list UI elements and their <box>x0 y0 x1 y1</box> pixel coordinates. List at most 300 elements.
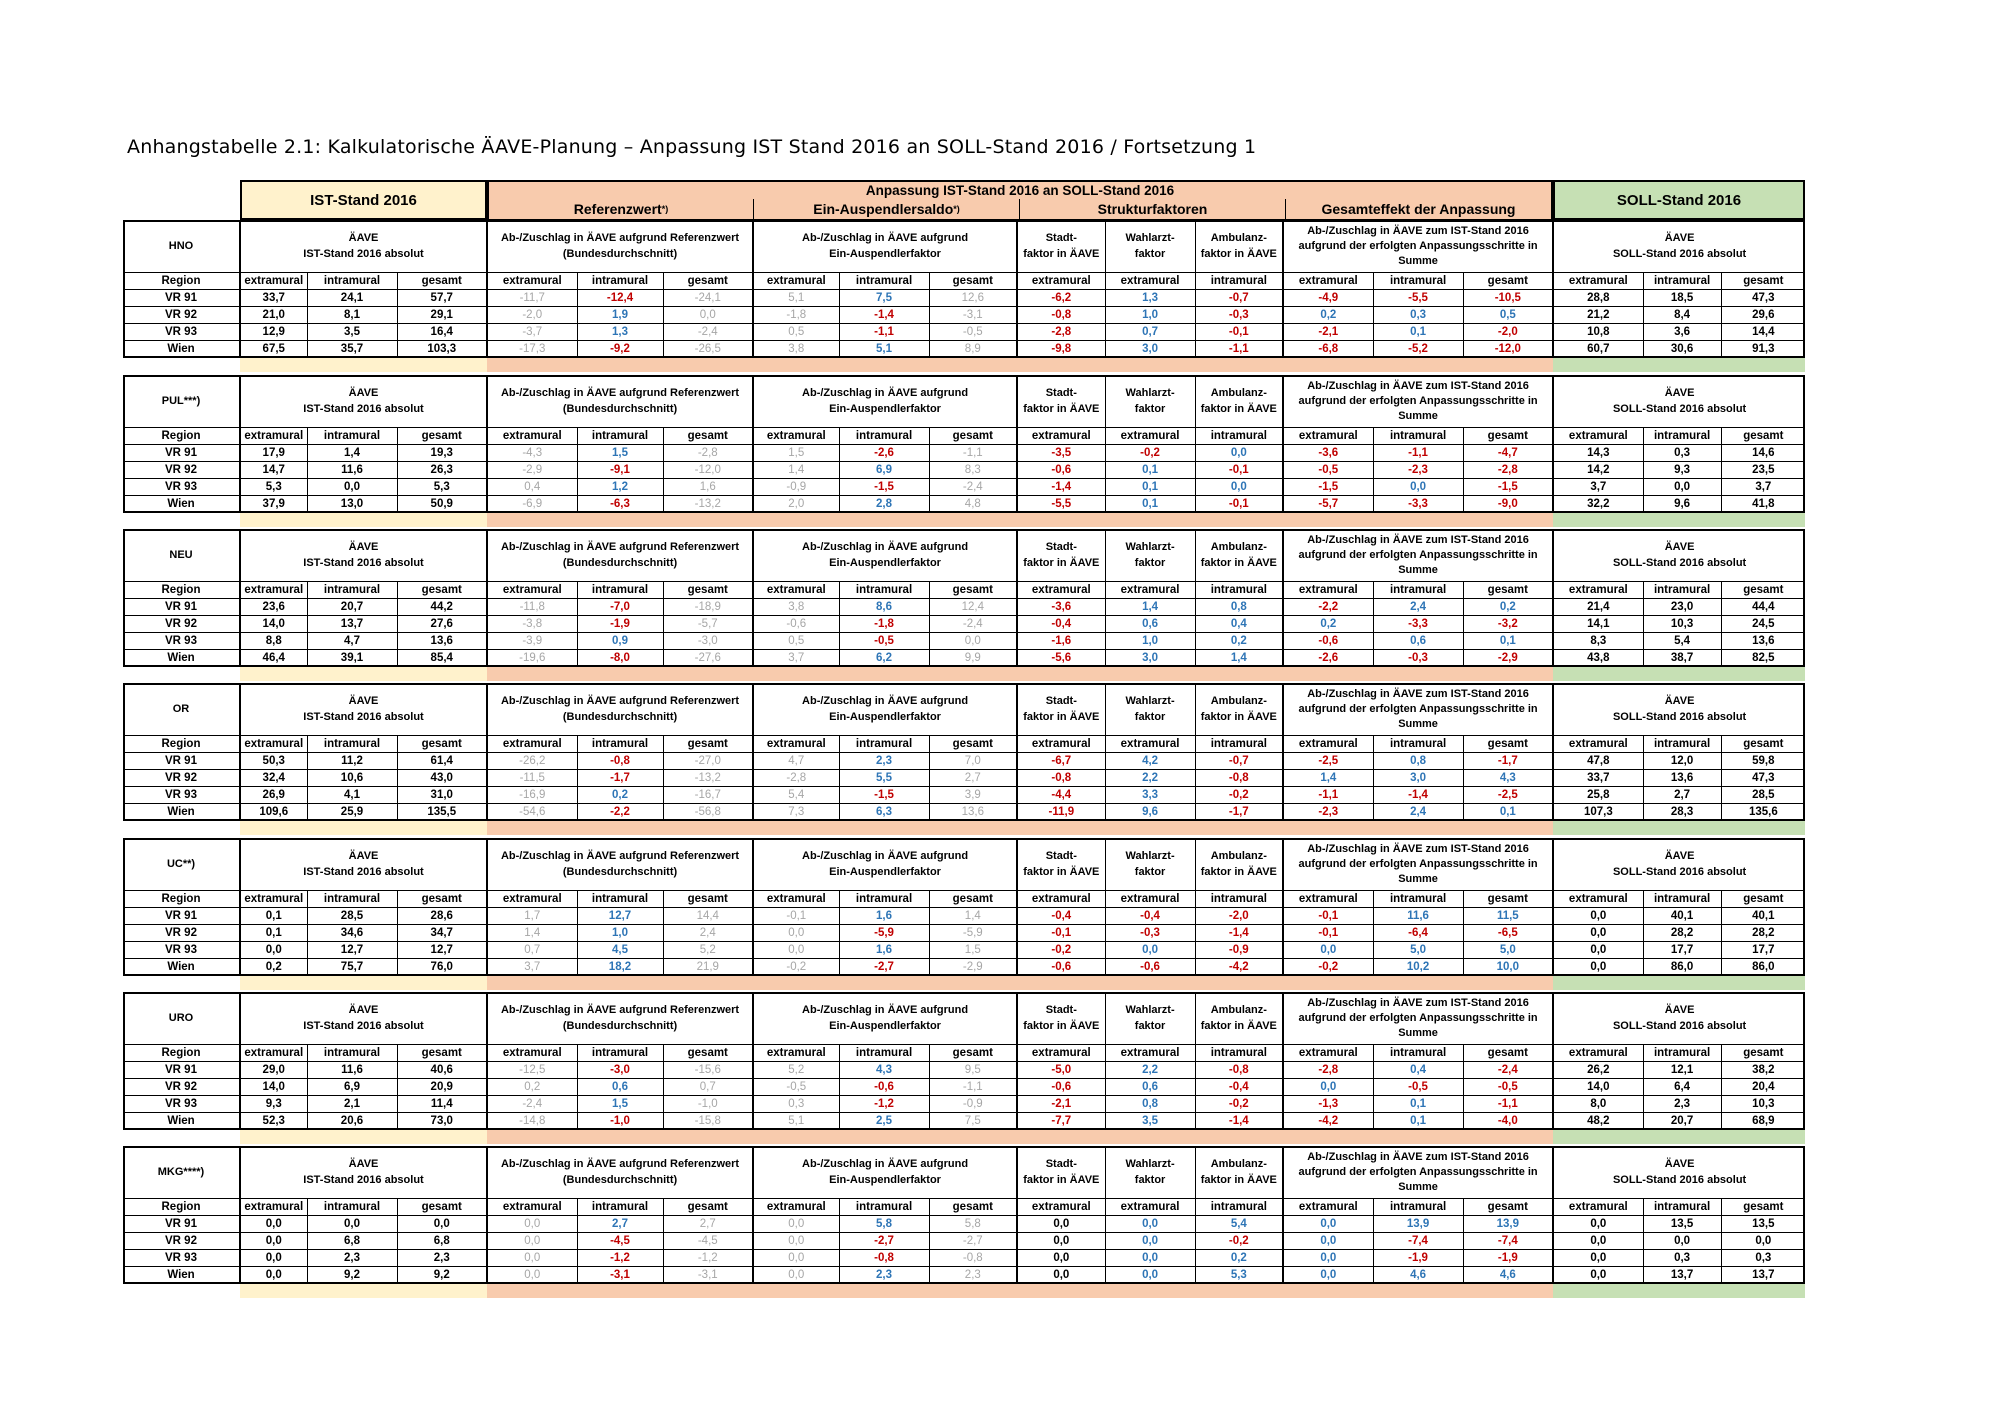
value-cell: 3,8 <box>753 341 839 358</box>
value-cell: 6,2 <box>839 650 929 667</box>
region-header: Region <box>123 273 240 290</box>
value-cell: 13,5 <box>1643 1216 1721 1233</box>
stadt-label <box>1017 683 1105 736</box>
value-cell: 1,4 <box>753 462 839 479</box>
ges-label: Ab-/Zuschlag in ÄAVE zum IST-Stand 2016 aufgrund der erfolgten Anpassungsschritte in Summe <box>1283 220 1553 273</box>
column-header-intramural: intramural <box>839 582 929 599</box>
value-cell: 10,6 <box>307 770 397 787</box>
region-cell: VR 92 <box>123 307 240 324</box>
value-cell: -27,6 <box>663 650 753 667</box>
value-cell: -3,8 <box>487 616 577 633</box>
value-cell: -4,2 <box>1283 1113 1373 1130</box>
value-cell: 2,7 <box>929 770 1017 787</box>
value-cell: -0,8 <box>1017 307 1105 324</box>
value-cell: 0,2 <box>1195 633 1283 650</box>
value-cell: 14,0 <box>240 616 307 633</box>
value-cell: -0,4 <box>1017 908 1105 925</box>
value-cell: -0,8 <box>577 753 663 770</box>
column-header-extramural: extramural <box>1283 582 1373 599</box>
value-cell: 14,2 <box>1553 462 1643 479</box>
ges-label: Ab-/Zuschlag in ÄAVE zum IST-Stand 2016 aufgrund der erfolgten Anpassungsschritte in Summe <box>1283 529 1553 582</box>
group-name: UC**) <box>166 858 196 870</box>
section-band-anp <box>487 667 1553 681</box>
amb-label-l2: faktor in ÄAVE <box>1200 403 1277 415</box>
header-soll-stand: SOLL-Stand 2016 <box>1553 180 1805 220</box>
amb-label <box>1195 220 1283 273</box>
value-cell: 12,0 <box>1643 753 1721 770</box>
value-cell: 8,9 <box>929 341 1017 358</box>
value-cell: 12,1 <box>1643 1062 1721 1079</box>
value-cell: 29,6 <box>1721 307 1805 324</box>
value-cell: 1,0 <box>1105 633 1195 650</box>
value-cell: 0,0 <box>1553 1216 1643 1233</box>
amb-label-l1: Ambulanz- <box>1210 541 1267 553</box>
value-cell: 13,0 <box>307 496 397 513</box>
stadt-label-l1: Stadt- <box>1045 1004 1077 1016</box>
table-row <box>123 753 1895 770</box>
value-cell: 6,3 <box>839 804 929 821</box>
value-cell: 1,5 <box>577 1096 663 1113</box>
ist-label-l2: IST-Stand 2016 absolut <box>303 1174 424 1186</box>
header-referenzwert <box>487 199 753 220</box>
soll-label-l2: SOLL-Stand 2016 absolut <box>1612 248 1747 260</box>
column-header-extramural: extramural <box>753 273 839 290</box>
value-cell: 3,7 <box>487 959 577 976</box>
amb-label <box>1195 838 1283 891</box>
value-cell: 23,0 <box>1643 599 1721 616</box>
column-header-intramural: intramural <box>1643 273 1721 290</box>
value-cell: 0,0 <box>1017 1250 1105 1267</box>
value-cell: -2,8 <box>753 770 839 787</box>
column-header-intramural: intramural <box>1195 1045 1283 1062</box>
value-cell: -0,7 <box>1195 290 1283 307</box>
value-cell: 3,5 <box>1105 1113 1195 1130</box>
value-cell: 5,4 <box>1643 633 1721 650</box>
column-header-gesamt: gesamt <box>663 1045 753 1062</box>
value-cell: 2,3 <box>839 753 929 770</box>
value-cell: 1,4 <box>929 908 1017 925</box>
value-cell: -3,6 <box>1283 445 1373 462</box>
value-cell: -0,2 <box>1283 959 1373 976</box>
value-cell: 25,9 <box>307 804 397 821</box>
ein-label-l2: Ein-Auspendlerfaktor <box>829 1174 941 1186</box>
table-row <box>123 942 1895 959</box>
value-cell: 0,3 <box>1373 307 1463 324</box>
stadt-label <box>1017 992 1105 1045</box>
value-cell: 0,0 <box>1283 1267 1373 1284</box>
value-cell: 0,6 <box>1373 633 1463 650</box>
value-cell: -0,6 <box>1017 462 1105 479</box>
region-cell: VR 93 <box>123 324 240 341</box>
ein-label-l1: Ab-/Zuschlag in ÄAVE aufgrund <box>802 695 969 707</box>
table-row <box>123 616 1895 633</box>
value-cell: -1,2 <box>839 1096 929 1113</box>
value-cell: 0,6 <box>1105 1079 1195 1096</box>
value-cell: 0,0 <box>1643 1233 1721 1250</box>
value-cell: 4,1 <box>307 787 397 804</box>
value-cell: 5,8 <box>929 1216 1017 1233</box>
region-cell: VR 92 <box>123 462 240 479</box>
value-cell: 12,7 <box>307 942 397 959</box>
soll-label <box>1553 220 1805 273</box>
soll-label-l2: SOLL-Stand 2016 absolut <box>1612 866 1747 878</box>
column-header-extramural: extramural <box>1105 891 1195 908</box>
value-cell: -2,5 <box>1283 753 1373 770</box>
value-cell: 2,0 <box>753 496 839 513</box>
value-cell: 0,0 <box>753 1233 839 1250</box>
value-cell: -3,2 <box>1463 616 1553 633</box>
region-cell: Wien <box>123 1113 240 1130</box>
value-cell: 1,4 <box>1195 650 1283 667</box>
header-ist-stand: IST-Stand 2016 <box>240 180 487 220</box>
value-cell: 76,0 <box>397 959 487 976</box>
ref-label-l2: (Bundesdurchschnitt) <box>562 403 678 415</box>
column-header-extramural: extramural <box>1017 1199 1105 1216</box>
value-cell: 0,0 <box>1553 908 1643 925</box>
ein-label-l1: Ab-/Zuschlag in ÄAVE aufgrund <box>802 387 969 399</box>
value-cell: -6,7 <box>1017 753 1105 770</box>
ist-label-l2: IST-Stand 2016 absolut <box>303 1020 424 1032</box>
value-cell: 34,6 <box>307 925 397 942</box>
soll-label-l1: ÄAVE <box>1664 232 1695 244</box>
value-cell: 0,1 <box>1463 804 1553 821</box>
value-cell: 0,7 <box>487 942 577 959</box>
value-cell: 0,0 <box>240 1250 307 1267</box>
value-cell: 10,3 <box>1721 1096 1805 1113</box>
ist-label-l2: IST-Stand 2016 absolut <box>303 557 424 569</box>
value-cell: 10,3 <box>1643 616 1721 633</box>
value-cell: 13,9 <box>1463 1216 1553 1233</box>
header-anpassung: Anpassung IST-Stand 2016 an SOLL-Stand 2016 <box>487 180 1553 199</box>
value-cell: -0,6 <box>1283 633 1373 650</box>
value-cell: -9,1 <box>577 462 663 479</box>
column-header-gesamt: gesamt <box>1721 891 1805 908</box>
column-header-intramural: intramural <box>1373 736 1463 753</box>
value-cell: -1,8 <box>753 307 839 324</box>
amb-label <box>1195 992 1283 1045</box>
value-cell: 2,1 <box>307 1096 397 1113</box>
value-cell: -8,0 <box>577 650 663 667</box>
value-cell: 14,1 <box>1553 616 1643 633</box>
value-cell: 18,5 <box>1643 290 1721 307</box>
value-cell: 9,6 <box>1643 496 1721 513</box>
value-cell: -3,7 <box>487 324 577 341</box>
value-cell: 5,3 <box>240 479 307 496</box>
region-cell: VR 92 <box>123 1079 240 1096</box>
amb-label-l1: Ambulanz- <box>1210 387 1267 399</box>
value-cell: -0,2 <box>1105 445 1195 462</box>
value-cell: -17,3 <box>487 341 577 358</box>
column-header-extramural: extramural <box>487 428 577 445</box>
table-row <box>123 496 1895 513</box>
value-cell: 109,6 <box>240 804 307 821</box>
value-cell: 3,7 <box>753 650 839 667</box>
value-cell: 0,2 <box>240 959 307 976</box>
value-cell: 8,6 <box>839 599 929 616</box>
ref-label-l1: Ab-/Zuschlag in ÄAVE aufgrund Referenzwert <box>500 1158 740 1170</box>
value-cell: 9,2 <box>307 1267 397 1284</box>
region-cell: VR 91 <box>123 753 240 770</box>
section-band-soll <box>1553 1130 1805 1144</box>
value-cell: -2,7 <box>839 959 929 976</box>
value-cell: 40,6 <box>397 1062 487 1079</box>
column-header-gesamt: gesamt <box>397 891 487 908</box>
value-cell: 27,6 <box>397 616 487 633</box>
column-header-intramural: intramural <box>1373 273 1463 290</box>
value-cell: 12,9 <box>240 324 307 341</box>
column-header-extramural: extramural <box>1105 273 1195 290</box>
value-cell: -0,5 <box>1373 1079 1463 1096</box>
value-cell: 3,6 <box>1643 324 1721 341</box>
value-cell: 3,0 <box>1373 770 1463 787</box>
value-cell: 0,1 <box>240 925 307 942</box>
column-header-intramural: intramural <box>1195 736 1283 753</box>
value-cell: -3,0 <box>663 633 753 650</box>
region-header: Region <box>123 891 240 908</box>
ein-label <box>753 220 1017 273</box>
value-cell: 67,5 <box>240 341 307 358</box>
ges-label: Ab-/Zuschlag in ÄAVE zum IST-Stand 2016 aufgrund der erfolgten Anpassungsschritte in Summe <box>1283 683 1553 736</box>
stadt-label <box>1017 220 1105 273</box>
value-cell: -2,0 <box>487 307 577 324</box>
value-cell: -1,1 <box>1463 1096 1553 1113</box>
value-cell: -2,6 <box>1283 650 1373 667</box>
region-cell: VR 91 <box>123 599 240 616</box>
value-cell: 0,0 <box>1283 1250 1373 1267</box>
value-cell: -1,7 <box>1463 753 1553 770</box>
value-cell: 46,4 <box>240 650 307 667</box>
ein-label-l2: Ein-Auspendlerfaktor <box>829 1020 941 1032</box>
column-header-intramural: intramural <box>307 273 397 290</box>
wahl-label <box>1105 1146 1195 1199</box>
value-cell: 135,5 <box>397 804 487 821</box>
value-cell: 0,6 <box>577 1079 663 1096</box>
table-row <box>123 324 1895 341</box>
region-cell: VR 92 <box>123 925 240 942</box>
value-cell: 0,6 <box>1105 616 1195 633</box>
value-cell: 13,7 <box>1643 1267 1721 1284</box>
value-cell: 8,4 <box>1643 307 1721 324</box>
column-header-extramural: extramural <box>1017 1045 1105 1062</box>
value-cell: 5,0 <box>1463 942 1553 959</box>
column-header-extramural: extramural <box>1553 1199 1643 1216</box>
table-row <box>123 804 1895 821</box>
value-cell: 2,8 <box>839 496 929 513</box>
value-cell: 0,3 <box>1643 445 1721 462</box>
value-cell: -11,8 <box>487 599 577 616</box>
value-cell: -0,6 <box>1017 1079 1105 1096</box>
value-cell: 7,3 <box>753 804 839 821</box>
group-table <box>123 375 1895 512</box>
value-cell: 4,7 <box>307 633 397 650</box>
stadt-label-l2: faktor in ÄAVE <box>1023 403 1100 415</box>
value-cell: 2,3 <box>839 1267 929 1284</box>
value-cell: 13,9 <box>1373 1216 1463 1233</box>
value-cell: 135,6 <box>1721 804 1805 821</box>
column-header-gesamt: gesamt <box>1721 736 1805 753</box>
region-cell: VR 92 <box>123 770 240 787</box>
value-cell: -2,7 <box>929 1233 1017 1250</box>
value-cell: 0,2 <box>577 787 663 804</box>
value-cell: 38,2 <box>1721 1062 1805 1079</box>
value-cell: 21,0 <box>240 307 307 324</box>
value-cell: 33,7 <box>240 290 307 307</box>
column-header-gesamt: gesamt <box>663 1199 753 1216</box>
soll-label <box>1553 683 1805 736</box>
section-band-ist <box>240 1284 487 1298</box>
value-cell: 2,3 <box>1643 1096 1721 1113</box>
value-cell: 43,0 <box>397 770 487 787</box>
group-table <box>123 1146 1895 1283</box>
value-cell: 0,7 <box>663 1079 753 1096</box>
value-cell: 61,4 <box>397 753 487 770</box>
ist-label-l1: ÄAVE <box>348 232 379 244</box>
value-cell: 47,3 <box>1721 290 1805 307</box>
amb-label-l1: Ambulanz- <box>1210 1004 1267 1016</box>
value-cell: 31,0 <box>397 787 487 804</box>
value-cell: -2,4 <box>1463 1062 1553 1079</box>
wahl-label-l1: Wahlarzt- <box>1125 850 1175 862</box>
header-ein-auspendlersaldo <box>753 199 1019 220</box>
value-cell: -5,0 <box>1017 1062 1105 1079</box>
ist-label <box>240 529 487 582</box>
stadt-label <box>1017 529 1105 582</box>
column-header-intramural: intramural <box>1643 1045 1721 1062</box>
group-table <box>123 683 1895 820</box>
column-header-intramural: intramural <box>1643 428 1721 445</box>
value-cell: 1,0 <box>1105 307 1195 324</box>
value-cell: 0,5 <box>753 633 839 650</box>
value-cell: -0,1 <box>1283 925 1373 942</box>
value-cell: 16,4 <box>397 324 487 341</box>
amb-label-l2: faktor in ÄAVE <box>1200 1174 1277 1186</box>
section-band-soll <box>1553 667 1805 681</box>
column-header-intramural: intramural <box>1373 582 1463 599</box>
ref-label <box>487 375 753 428</box>
group-name: URO <box>168 1012 194 1024</box>
value-cell: 0,1 <box>1463 633 1553 650</box>
column-header-intramural: intramural <box>577 736 663 753</box>
value-cell: -1,1 <box>1195 341 1283 358</box>
value-cell: -54,6 <box>487 804 577 821</box>
group-table <box>123 529 1895 666</box>
value-cell: 2,5 <box>839 1113 929 1130</box>
value-cell: -1,0 <box>577 1113 663 1130</box>
column-header-extramural: extramural <box>240 273 307 290</box>
value-cell: -5,9 <box>929 925 1017 942</box>
column-header-extramural: extramural <box>1283 428 1373 445</box>
soll-label-l1: ÄAVE <box>1664 541 1695 553</box>
value-cell: -2,6 <box>839 445 929 462</box>
value-cell: 3,8 <box>753 599 839 616</box>
ref-label <box>487 220 753 273</box>
value-cell: 1,5 <box>929 942 1017 959</box>
value-cell: -0,5 <box>753 1079 839 1096</box>
value-cell: 0,0 <box>1195 445 1283 462</box>
region-header: Region <box>123 1199 240 1216</box>
value-cell: -1,1 <box>1373 445 1463 462</box>
value-cell: -0,4 <box>1017 616 1105 633</box>
column-header-gesamt: gesamt <box>663 273 753 290</box>
value-cell: 0,8 <box>1105 1096 1195 1113</box>
stadt-label-l1: Stadt- <box>1045 850 1077 862</box>
region-cell: VR 91 <box>123 1216 240 1233</box>
column-header-extramural: extramural <box>1105 1199 1195 1216</box>
value-cell: 14,0 <box>1553 1079 1643 1096</box>
value-cell: -0,3 <box>1105 925 1195 942</box>
region-header: Region <box>123 428 240 445</box>
ref-label-l2: (Bundesdurchschnitt) <box>562 248 678 260</box>
value-cell: -3,1 <box>663 1267 753 1284</box>
value-cell: -6,2 <box>1017 290 1105 307</box>
value-cell: 10,0 <box>1463 959 1553 976</box>
value-cell: 25,8 <box>1553 787 1643 804</box>
value-cell: 19,3 <box>397 445 487 462</box>
value-cell: 14,7 <box>240 462 307 479</box>
value-cell: 8,3 <box>929 462 1017 479</box>
value-cell: 0,0 <box>397 1216 487 1233</box>
value-cell: 13,7 <box>307 616 397 633</box>
ein-label-l1: Ab-/Zuschlag in ÄAVE aufgrund <box>802 1004 969 1016</box>
value-cell: 41,8 <box>1721 496 1805 513</box>
value-cell: -1,8 <box>839 616 929 633</box>
header-referenzwert-sup: *) <box>661 204 669 214</box>
value-cell: -4,5 <box>577 1233 663 1250</box>
value-cell: 6,8 <box>397 1233 487 1250</box>
stadt-label-l2: faktor in ÄAVE <box>1023 1020 1100 1032</box>
value-cell: -15,8 <box>663 1113 753 1130</box>
value-cell: 38,7 <box>1643 650 1721 667</box>
value-cell: -0,6 <box>1017 959 1105 976</box>
value-cell: 30,6 <box>1643 341 1721 358</box>
value-cell: -4,9 <box>1283 290 1373 307</box>
value-cell: 9,3 <box>1643 462 1721 479</box>
value-cell: 9,3 <box>240 1096 307 1113</box>
amb-label-l1: Ambulanz- <box>1210 850 1267 862</box>
column-header-extramural: extramural <box>1105 428 1195 445</box>
value-cell: -0,1 <box>753 908 839 925</box>
column-header-intramural: intramural <box>1373 1199 1463 1216</box>
value-cell: -1,2 <box>577 1250 663 1267</box>
value-cell: -7,4 <box>1373 1233 1463 1250</box>
value-cell: -0,5 <box>839 633 929 650</box>
ref-label-l1: Ab-/Zuschlag in ÄAVE aufgrund Referenzwert <box>500 387 740 399</box>
value-cell: 28,3 <box>1643 804 1721 821</box>
ref-label-l1: Ab-/Zuschlag in ÄAVE aufgrund Referenzwert <box>500 850 740 862</box>
value-cell: -0,4 <box>1105 908 1195 925</box>
value-cell: 2,7 <box>663 1216 753 1233</box>
section-band-soll <box>1553 513 1805 527</box>
value-cell: 86,0 <box>1721 959 1805 976</box>
value-cell: 2,7 <box>577 1216 663 1233</box>
value-cell: -2,4 <box>487 1096 577 1113</box>
column-header-gesamt: gesamt <box>663 891 753 908</box>
column-header-intramural: intramural <box>307 1199 397 1216</box>
group-name: OR <box>172 703 190 715</box>
value-cell: 0,0 <box>753 1267 839 1284</box>
value-cell: 40,1 <box>1643 908 1721 925</box>
value-cell: 3,7 <box>1721 479 1805 496</box>
value-cell: 14,0 <box>240 1079 307 1096</box>
value-cell: 4,2 <box>1105 753 1195 770</box>
value-cell: 11,6 <box>307 462 397 479</box>
value-cell: -2,9 <box>929 959 1017 976</box>
soll-label-l2: SOLL-Stand 2016 absolut <box>1612 1174 1747 1186</box>
value-cell: 5,8 <box>839 1216 929 1233</box>
ist-label-l1: ÄAVE <box>348 850 379 862</box>
column-header-intramural: intramural <box>1195 891 1283 908</box>
column-header-intramural: intramural <box>307 736 397 753</box>
